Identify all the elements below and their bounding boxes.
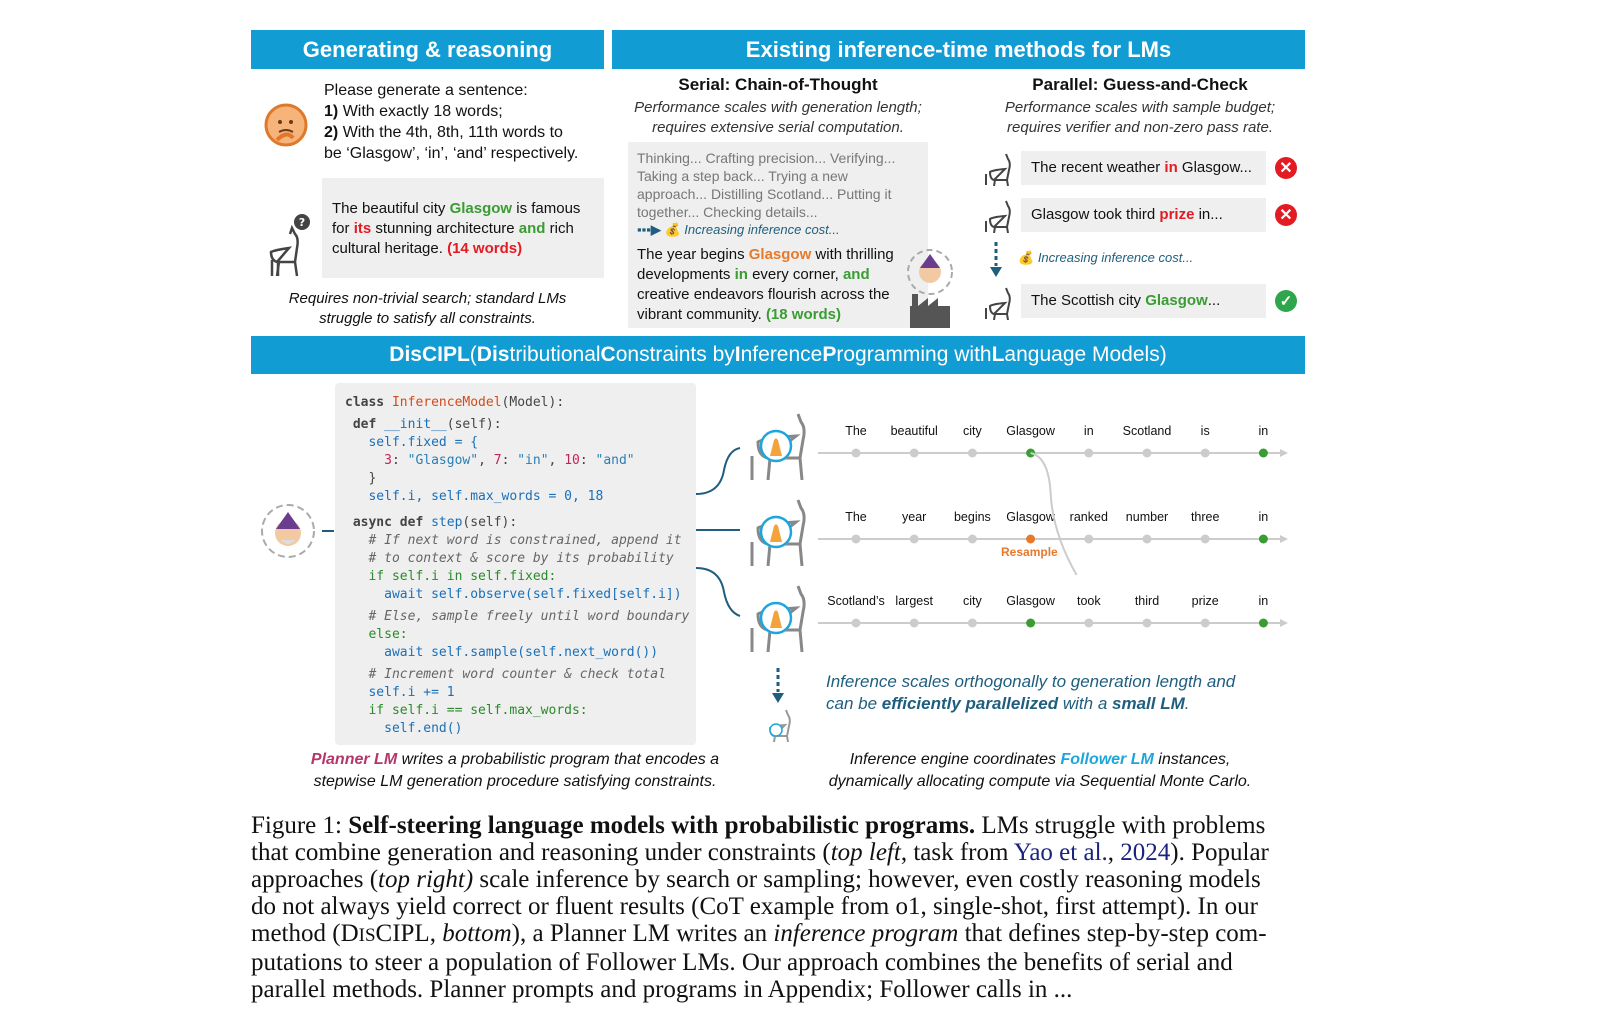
- serial-subtitle: Performance scales with generation length; requires extensive serial computation.: [634, 99, 922, 136]
- token-label: in: [1258, 510, 1269, 524]
- follower-llama-icon: [740, 494, 816, 575]
- token-row-arrow: [1280, 619, 1288, 627]
- token-label: year: [902, 510, 927, 524]
- follower-llama-icon: [740, 580, 816, 661]
- token-label: number: [1125, 510, 1169, 524]
- token-label: The: [845, 510, 867, 524]
- llm-response-text: The beautiful city Glasgow is famous for its stunning architecture and rich cultural heritage. (14 words): [332, 200, 581, 257]
- token-label: beautiful: [890, 424, 938, 438]
- token-label: begins: [953, 510, 991, 524]
- scale-note: Inference scales orthogonally to generation length and can be efficiently parallelized with a small LM.: [826, 672, 1236, 713]
- wizard-icon: [259, 502, 319, 560]
- token-label: Glasgow: [1006, 424, 1055, 438]
- token-node: [1084, 449, 1093, 458]
- person-thinking-icon: [263, 102, 309, 148]
- token-label: city: [963, 424, 982, 438]
- follower-llama-icon: [740, 408, 816, 489]
- guess-text-3: The Scottish city Glasgow...: [1031, 292, 1221, 309]
- svg-text:?: ?: [298, 216, 306, 229]
- guess-text-1: The recent weather in Glasgow...: [1031, 159, 1252, 176]
- follower-caption: Inference engine coordinates Follower LM instances, dynamically allocating compute via Sequential Monte Carlo.: [828, 751, 1252, 790]
- serial-answer: The year begins Glasgow with thrilling developments in every corner, and creative endeavors flourish across the vibrant community. (18 words): [637, 246, 894, 323]
- token-node: [1026, 535, 1035, 544]
- token-label: prize: [1191, 594, 1219, 608]
- token-label: in: [1258, 424, 1269, 438]
- llama-icon: [980, 150, 1016, 186]
- money-bag-icon: 💰: [1018, 250, 1035, 265]
- token-label: three: [1190, 510, 1220, 524]
- token-node: [1084, 535, 1093, 544]
- token-node: [1143, 449, 1152, 458]
- token-node: [852, 619, 861, 628]
- token-node: [1201, 619, 1210, 628]
- cross-icon: ✕: [1275, 204, 1297, 226]
- token-node: [1143, 535, 1152, 544]
- dotted-down-arrow-icon: [988, 240, 1004, 280]
- parallel-subtitle: Performance scales with sample budget; requires verifier and non-zero pass rate.: [1004, 99, 1276, 136]
- llama-icon: [264, 212, 314, 278]
- token-node: [1143, 619, 1152, 628]
- token-label: largest: [895, 594, 933, 608]
- token-label: Glasgow: [1006, 594, 1055, 608]
- parallel-cost-row: 💰 Increasing inference cost...: [1018, 250, 1194, 265]
- token-node: [1259, 449, 1268, 458]
- serial-title: Serial: Chain-of-Thought: [678, 75, 878, 94]
- token-node: [1026, 619, 1035, 628]
- money-bag-icon: 💰: [664, 222, 681, 237]
- thinking-text: Thinking... Crafting precision... Verifying... Taking a step back... Trying a new approach... Distilling Scotland... Putting it together... Checking details...: [637, 150, 896, 220]
- cross-icon: ✕: [1275, 157, 1297, 179]
- parallel-title: Parallel: Guess-and-Check: [1032, 75, 1248, 94]
- figure-caption: Figure 1: Self-steering language models with probabilistic programs. LMs struggle with problems that combine generation and reasoning under constraints (top left, task from Yao et al., 2024). Popular approaches (top right) scale inference by search or sampling; however, even costly reasoning models do not always yield correct or fluent results (CoT example from o1, single-shot, first attempt). In our method (DISCIPL, bottom), a Planner LM writes an inference program that defines step-by-step com- putations to steer a population of Follower LMs. Our approach combines the benefits of serial and parallel methods. Planner prompts and programs in Appendix; Follower calls in ...: [251, 812, 1269, 1003]
- check-icon: ✓: [1275, 290, 1297, 312]
- token-node: [1259, 535, 1268, 544]
- wizard-factory-icon: [904, 248, 956, 330]
- token-node: [910, 449, 919, 458]
- token-row-arrow: [1280, 449, 1288, 457]
- top-left-note: Requires non-trivial search; standard LMs struggle to satisfy all constraints.: [288, 290, 567, 327]
- token-node: [852, 449, 861, 458]
- token-node: [1201, 449, 1210, 458]
- small-llama-icon: [760, 706, 796, 742]
- token-node: [968, 535, 977, 544]
- token-node: [1084, 619, 1093, 628]
- token-label: Glasgow: [1006, 510, 1055, 524]
- llama-icon: [980, 197, 1016, 233]
- token-label: third: [1134, 594, 1160, 608]
- prompt-text: Please generate a sentence: 1) With exactly 18 words; 2) With the 4th, 8th, 11th words to be ‘Glasgow’, ‘in’, ‘and’ respectively.: [324, 82, 579, 162]
- token-label: took: [1076, 594, 1101, 608]
- token-label: ranked: [1069, 510, 1108, 524]
- token-node: [968, 619, 977, 628]
- llama-icon: [980, 284, 1016, 320]
- token-node: [910, 535, 919, 544]
- branch-connectors: [696, 440, 746, 620]
- token-label: is: [1200, 424, 1210, 438]
- connector-line: [322, 530, 334, 532]
- planner-caption: Planner LM writes a probabilistic program that encodes a stepwise LM generation procedure satisfying constraints.: [310, 751, 720, 790]
- token-rows: [818, 420, 1293, 640]
- token-node: [1201, 535, 1210, 544]
- top-left-header: Generating & reasoning: [251, 30, 604, 69]
- resample-label: Resample: [1001, 545, 1058, 559]
- token-label: Scotland: [1122, 424, 1172, 438]
- dotted-arrow-icon: ▪▪▪▶: [637, 222, 661, 237]
- top-right-header: Existing inference-time methods for LMs: [612, 30, 1305, 69]
- token-node: [1259, 619, 1268, 628]
- token-label: in: [1258, 594, 1269, 608]
- token-node: [910, 619, 919, 628]
- token-label: in: [1083, 424, 1094, 438]
- token-label: Scotland’s: [827, 594, 885, 608]
- token-node: [852, 535, 861, 544]
- token-label: The: [845, 424, 867, 438]
- token-label: city: [963, 594, 982, 608]
- dotted-down-arrow-icon: [770, 666, 786, 706]
- code-text: class InferenceModel(Model): def __init__(self): self.fixed = { 3: "Glasgow", 7: "in", 10: "and" } self.i, self.max_words = 0, 18 async def step(self): # If next word is constrained, append it # to context & score by its probability if self.i in self.fixed: await self.observe(self.fixed[self.i]) # Else, sample freely until word boundary else: await self.sample(self.next_word()) # Increment word counter & check total self.i += 1 if self.i == self.max_words: self.end(): [345, 395, 690, 736]
- token-node: [968, 449, 977, 458]
- discipl-header: DisCIPL ( Dis tributional C onstraints by I nference P rogramming with L anguage Models): [251, 336, 1305, 374]
- guess-text-2: Glasgow took third prize in...: [1031, 206, 1223, 223]
- serial-cost-row: ▪▪▪▶ 💰 Increasing inference cost...: [637, 222, 840, 237]
- token-row-arrow: [1280, 535, 1288, 543]
